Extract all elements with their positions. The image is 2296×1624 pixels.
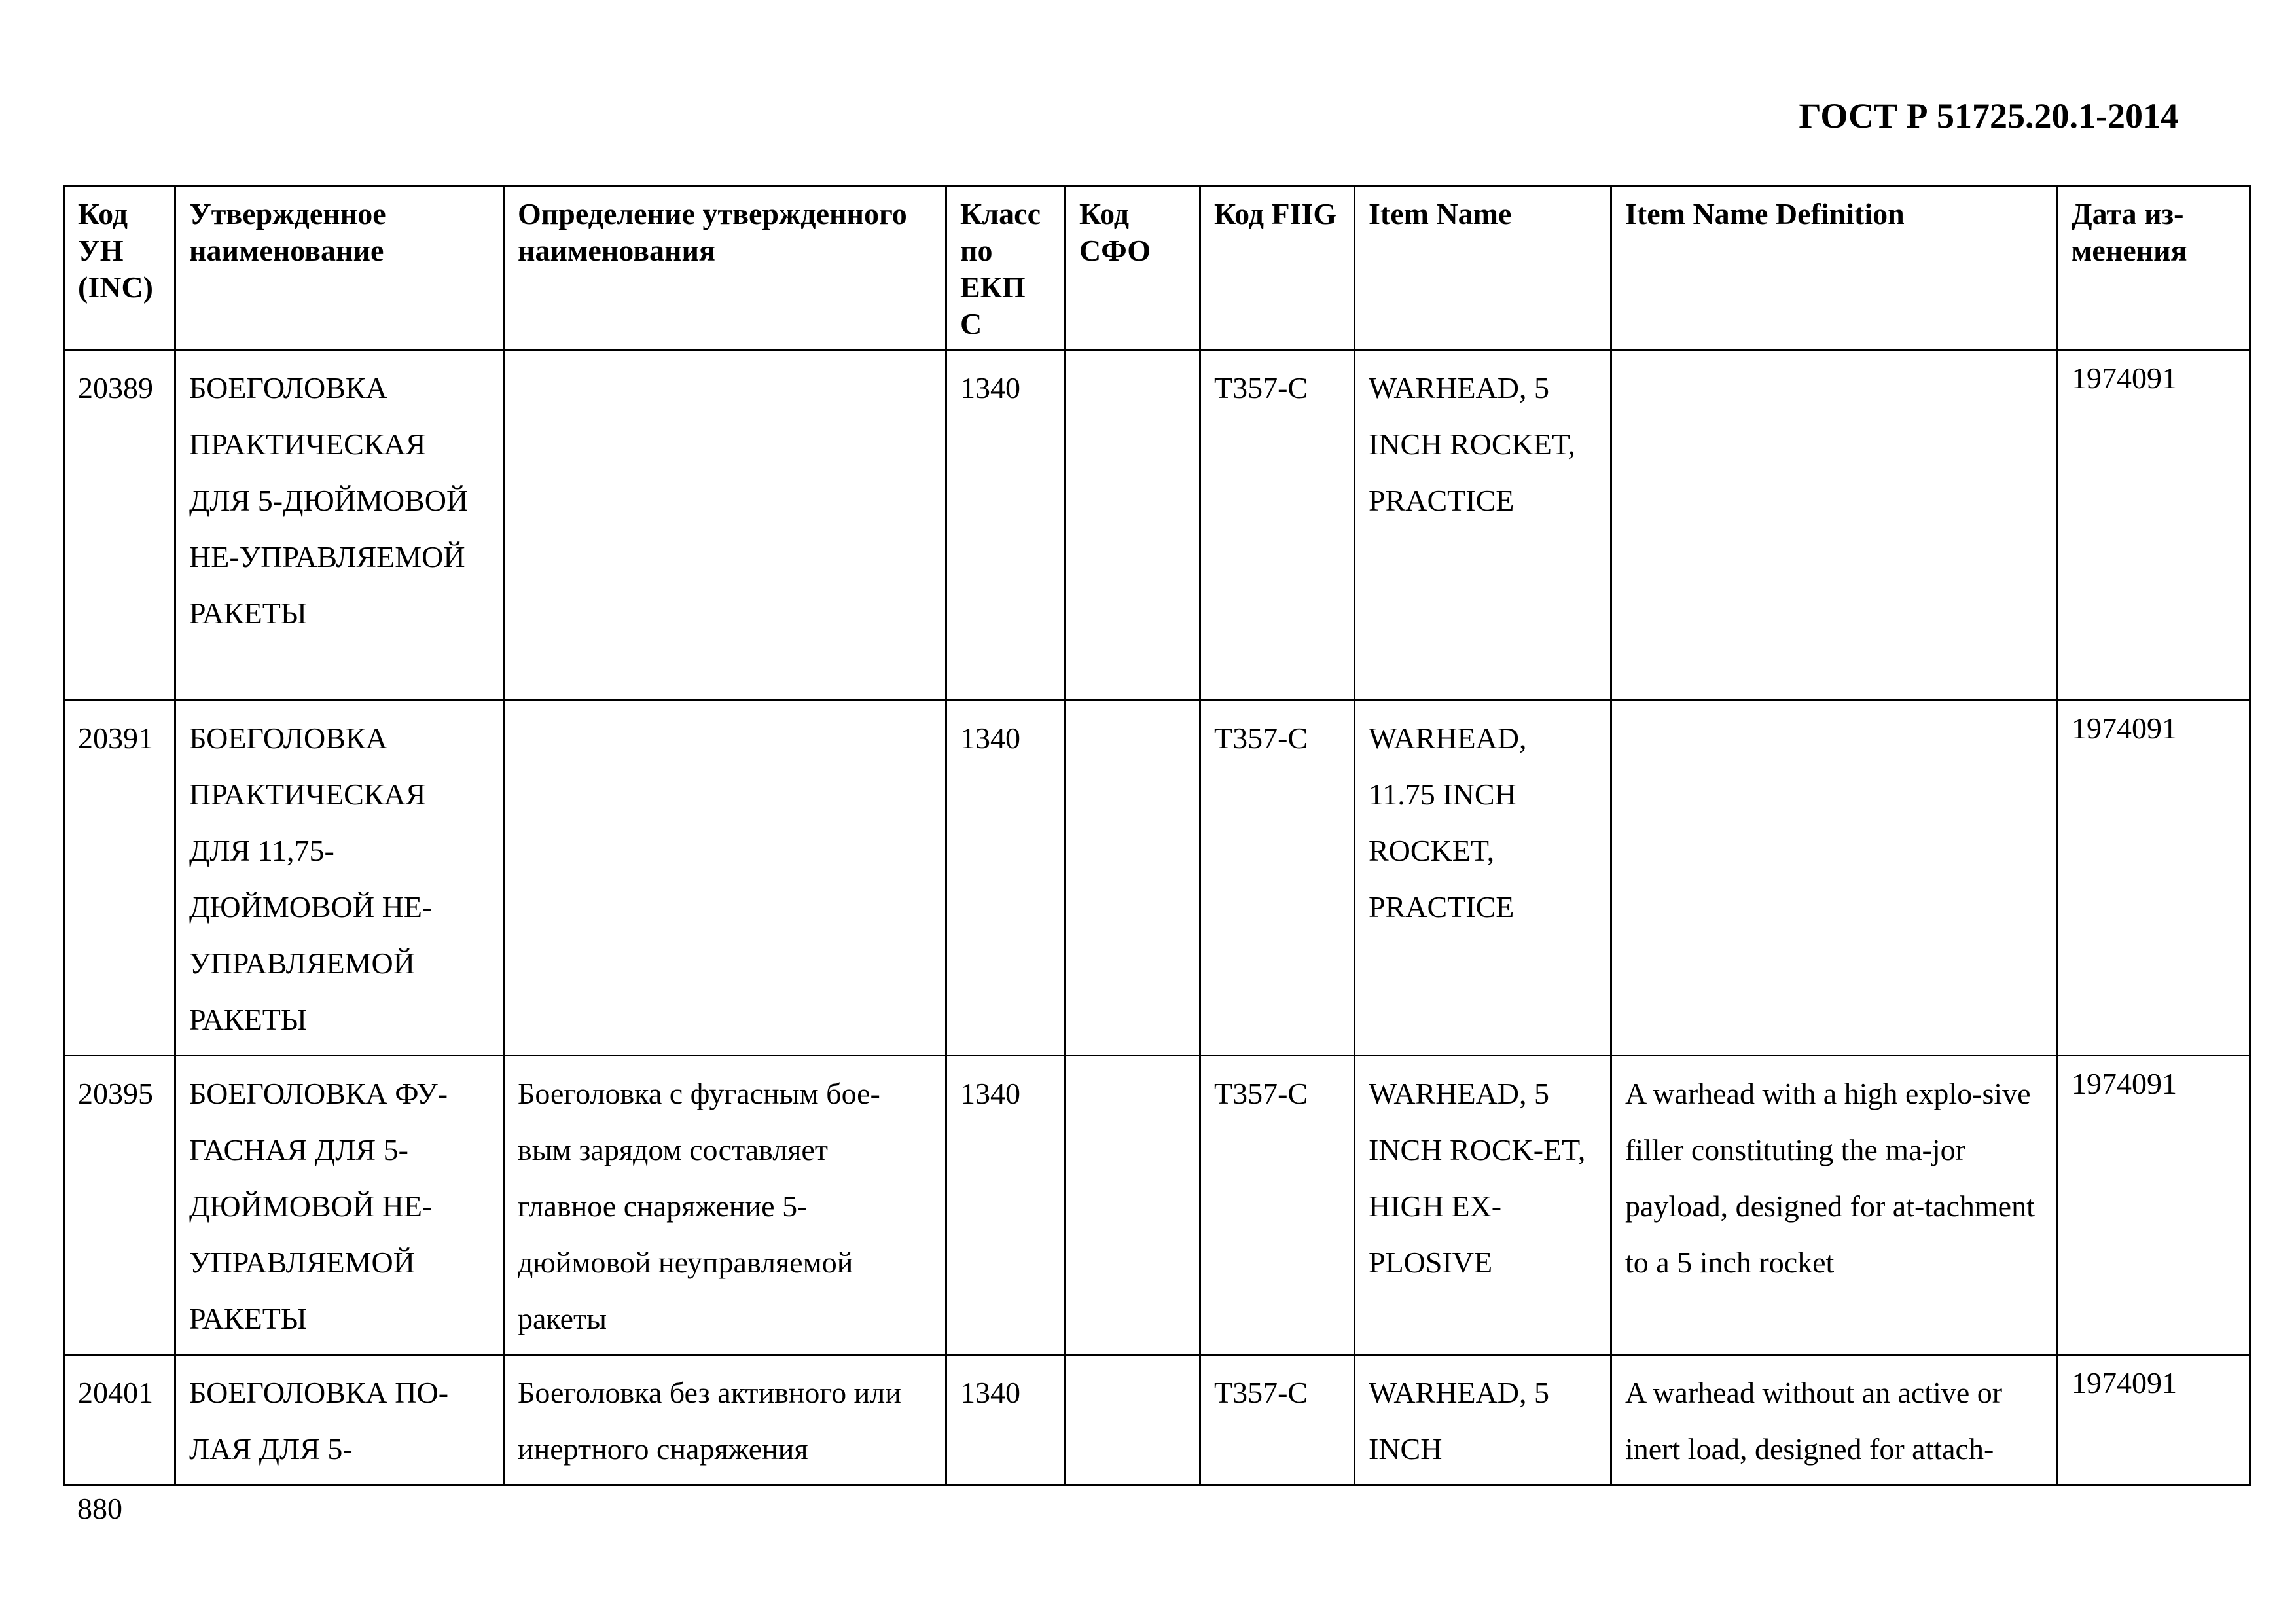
- cell-item-name-definition: [1611, 350, 2058, 700]
- header-approved-name: Утвержденное наименование: [175, 186, 504, 350]
- header-item-name-definition: Item Name Definition: [1611, 186, 2058, 350]
- cell-sfo: [1066, 1056, 1200, 1355]
- document-designation: ГОСТ Р 51725.20.1-2014: [1799, 96, 2178, 135]
- page-number: 880: [77, 1492, 122, 1525]
- cell-approved-name: БОЕГОЛОВКА ПРАКТИЧЕСКАЯ ДЛЯ 11,75-ДЮЙМОВОЙ НЕ-УПРАВЛЯЕМОЙ РАКЕТЫ: [175, 700, 504, 1056]
- cell-inc: 20391: [64, 700, 175, 1056]
- cell-item-name: WARHEAD, 5 INCH: [1355, 1355, 1611, 1485]
- cell-class: 1340: [946, 350, 1066, 700]
- cell-name-definition: [504, 350, 946, 700]
- cell-item-name: WARHEAD, 5 INCH ROCK-ET, HIGH EX-PLOSIVE: [1355, 1056, 1611, 1355]
- change-date-value: 1974091: [2072, 1067, 2177, 1100]
- cell-inc: 20395: [64, 1056, 175, 1355]
- cell-change-date: [2058, 1355, 2250, 1485]
- change-date-value: 1974091: [2072, 361, 2177, 395]
- table-row: [64, 1056, 2250, 1355]
- cell-class: 1340: [946, 1056, 1066, 1355]
- header-inc: Код УН (INC): [64, 186, 175, 350]
- cell-change-date: [2058, 700, 2250, 1056]
- cell-sfo: [1066, 700, 1200, 1056]
- header-name-definition: Определение утвержденного наименования: [504, 186, 946, 350]
- cell-sfo: [1066, 1355, 1200, 1485]
- cell-item-name-definition: [1611, 700, 2058, 1056]
- header-fiig: Код FIIG: [1200, 186, 1355, 350]
- header-class: Класс по ЕКП С: [946, 186, 1066, 350]
- table-row: [64, 700, 2250, 1056]
- header-sfo: Код СФО: [1066, 186, 1200, 350]
- table-row: [64, 1355, 2250, 1485]
- cell-fiig: T357-C: [1200, 350, 1355, 700]
- header-change-date: Дата из-менения: [2058, 186, 2250, 350]
- cell-fiig: T357-C: [1200, 1056, 1355, 1355]
- cell-change-date: [2058, 1056, 2250, 1355]
- cell-item-name-definition: A warhead with a high explo-sive filler constituting the ma-jor payload, designed for at-tachment to a 5 inch rocket: [1611, 1056, 2058, 1355]
- cell-class: 1340: [946, 1355, 1066, 1485]
- nomenclature-table: [63, 185, 2251, 1486]
- cell-item-name: WARHEAD, 11.75 INCH ROCKET, PRACTICE: [1355, 700, 1611, 1056]
- cell-approved-name: БОЕГОЛОВКА ПО-ЛАЯ ДЛЯ 5-: [175, 1355, 504, 1485]
- change-date-value: 1974091: [2072, 712, 2177, 745]
- cell-item-name: WARHEAD, 5 INCH ROCKET, PRACTICE: [1355, 350, 1611, 700]
- cell-change-date: [2058, 350, 2250, 700]
- cell-inc: 20401: [64, 1355, 175, 1485]
- cell-item-name-definition: A warhead without an active or inert load, designed for attach-: [1611, 1355, 2058, 1485]
- header-row: [64, 186, 2250, 350]
- change-date-value: 1974091: [2072, 1366, 2177, 1399]
- cell-approved-name: БОЕГОЛОВКА ФУ-ГАСНАЯ ДЛЯ 5-ДЮЙМОВОЙ НЕ-УПРАВЛЯЕМОЙ РАКЕТЫ: [175, 1056, 504, 1355]
- table-row: [64, 350, 2250, 700]
- cell-fiig: T357-C: [1200, 700, 1355, 1056]
- cell-fiig: T357-C: [1200, 1355, 1355, 1485]
- cell-name-definition: Боеголовка без активного или инертного снаряжения: [504, 1355, 946, 1485]
- cell-class: 1340: [946, 700, 1066, 1056]
- cell-name-definition: Боеголовка с фугасным бое-вым зарядом составляет главное снаряжение 5-дюймовой неуправляемой ракеты: [504, 1056, 946, 1355]
- cell-sfo: [1066, 350, 1200, 700]
- cell-inc: 20389: [64, 350, 175, 700]
- cell-approved-name: БОЕГОЛОВКА ПРАКТИЧЕСКАЯ ДЛЯ 5-ДЮЙМОВОЙ НЕ-УПРАВЛЯЕМОЙ РАКЕТЫ: [175, 350, 504, 700]
- header-item-name: Item Name: [1355, 186, 1611, 350]
- cell-name-definition: [504, 700, 946, 1056]
